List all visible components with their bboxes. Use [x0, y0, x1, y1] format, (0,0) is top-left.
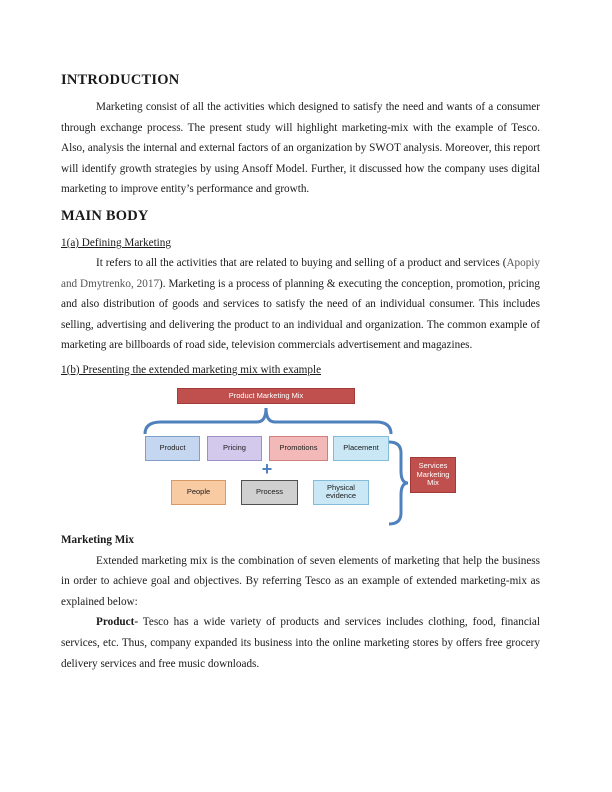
top-brace	[145, 408, 391, 434]
main-body-heading: MAIN BODY	[61, 207, 149, 224]
pricing-box: Pricing	[207, 436, 262, 461]
section-1b-title: 1(b) Presenting the extended marketing mix with example	[61, 363, 322, 376]
promotions-box: Promotions	[269, 436, 328, 461]
introduction-paragraph: Marketing consist of all the activities which designed to satisfy the need and wants of a consumer through exchange process. The present study will highlight marketing-mix with the example of Tesco. Also, analysis the internal and external factors of an organization by SWOT analysis. Moreover, this report will identify growth strategies by using Ansoff Model. Further, it discussed how the company uses digital marketing to improve entity’s performance and growth.	[61, 101, 540, 196]
document-page	[61, 72, 540, 674]
product-marketing-mix-header: Product Marketing Mix	[177, 388, 355, 404]
citation: Apopiy and Dmytrenko, 2017	[61, 256, 540, 290]
process-box: Process	[241, 480, 298, 505]
introduction-heading: INTRODUCTION	[61, 72, 180, 88]
section-1a-paragraph	[61, 253, 540, 356]
plus-icon: +	[261, 458, 273, 479]
product-label: Product-	[96, 616, 139, 629]
side-brace	[389, 442, 408, 524]
marketing-mix-paragraph: Extended marketing mix is the combination of seven elements of marketing that help the business in order to achieve goal and objectives. By referring Tesco as an example of extended marketing-mix as explained below:	[61, 554, 540, 608]
section-1a-title: 1(a) Defining Marketing	[61, 236, 171, 249]
product-text: Tesco has a wide variety of products and services includes clothing, food, financial services, etc. Thus, company expanded its business into the online marketing stores by offers free grocery delivery services and free music downloads.	[61, 616, 540, 670]
physical-evidence-box: Physical evidence	[313, 480, 369, 505]
marketing-mix-heading: Marketing Mix	[61, 533, 135, 546]
section-1a-text-start: It refers to all the activities that are related to buying and selling of a product and services (	[96, 256, 507, 269]
product-paragraph	[61, 612, 540, 674]
section-1a-text-end: ). Marketing is a process of planning & executing the conception, promotion, pricing and also distribution of goods and services to satisfy the need of an individual consumer. This includes selling, advertising and delivering the product to an individual and organization. The common example of marketing are billboards of road side, television commercials advertisement and magazines.	[61, 277, 540, 352]
services-marketing-mix-box: Services Marketing Mix	[410, 457, 456, 493]
marketing-mix-diagram	[61, 384, 540, 526]
product-box: Product	[145, 436, 200, 461]
placement-box: Placement	[333, 436, 389, 461]
people-box: People	[171, 480, 226, 505]
